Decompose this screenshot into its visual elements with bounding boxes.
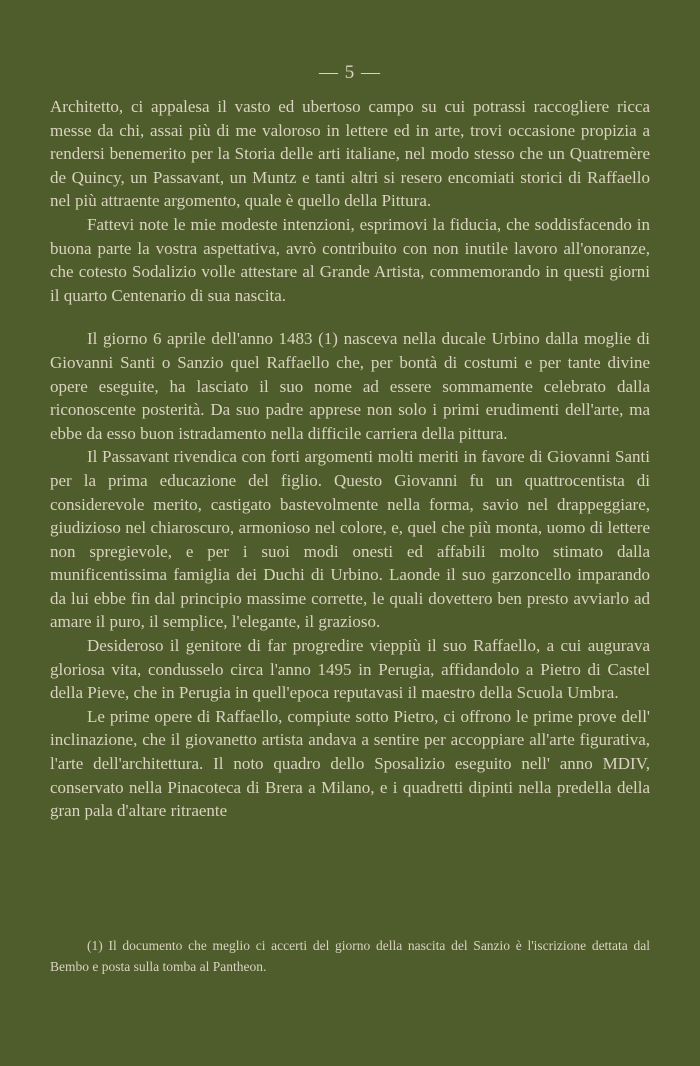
body-text xyxy=(50,95,650,823)
paragraph-1: Architetto, ci appalesa il vasto ed ubertoso campo su cui potrassi raccogliere ricca messe da chi, assai più di me valoroso in lettere ed in arte, trovi occasione propizia a rendersi benemerito per la Storia delle arti italiane, nel modo stesso che un Quatremère de Quincy, un Passavant, un Muntz e tanti altri si resero encomiati storici di Raffaello nel più attraente argomento, quale è quello della Pittura. xyxy=(50,97,650,211)
page-number: — 5 — xyxy=(319,62,381,83)
paragraph-5: Desideroso il genitore di far progredire vieppiù il suo Raffaello, a cui augurava gloriosa vita, condusselo circa l'anno 1495 in Perugia, affidandolo a Pietro di Castel della Pieve, che in Perugia in quell'epoca reputavasi il maestro della Scuola Umbra. xyxy=(50,636,650,703)
paragraph-3: Il giorno 6 aprile dell'anno 1483 (1) nasceva nella ducale Urbino dalla moglie di Giovanni Santi o Sanzio quel Raffaello che, per bontà di costumi e per tante divine opere eseguite, ha lasciato il suo nome ad essere sommamente celebrato dalla riconoscente posterità. Da suo padre apprese non solo i primi erudimenti dell'arte, ma ebbe da esso buon istradamento nella difficile carriera della pittura. xyxy=(50,329,650,443)
paragraph-2: Fattevi note le mie modeste intenzioni, esprimovi la fiducia, che soddisfacendo in buona parte la vostra aspettativa, avrò contribuito con non inutile lavoro all'onoranze, che cotesto Sodalizio volle attestare al Grande Artista, commemorando in questi giorni il quarto Centenario di sua nascita. xyxy=(50,214,650,305)
paragraph-6: Le prime opere di Raffaello, compiute sotto Pietro, ci offrono le prime prove dell' inclinazione, che il giovanetto artista andava a sentire per accoppiare all'arte figurativa, l'arte dell'architettura. Il noto quadro dello Sposalizio eseguito nell' anno MDIV, conservato nella Pinacoteca di Brera a Milano, e i quadretti dipinti nella predella della gran pala d'altare ritraente xyxy=(50,706,650,821)
paragraph-4: Il Passavant rivendica con forti argomenti molti meriti in favore di Giovanni Santi per la prima educazione del figlio. Questo Giovanni fu un quattrocentista di considerevole merito, castigato bastevolmente nella forma, savio nel drappeggiare, giudizioso nel chiaroscuro, armonioso nel colore, e, quel che più monta, uomo di lettere non spregievole, e per i suoi modi onesti ed affabili molto stimato dalla munificentissima famiglia dei Duchi di Urbino. Laonde il suo garzoncello imparando da lui ebbe fin dal principio massime corrette, le quali dovettero ben presto avviarlo ad amare il puro, il semplice, l'elegante, il grazioso. xyxy=(50,447,650,632)
footnote: (1) Il documento che meglio ci accerti del giorno della nascita del Sanzio è l'iscrizione dettata dal Bembo e posta sulla tomba al Pantheon. xyxy=(50,938,650,974)
